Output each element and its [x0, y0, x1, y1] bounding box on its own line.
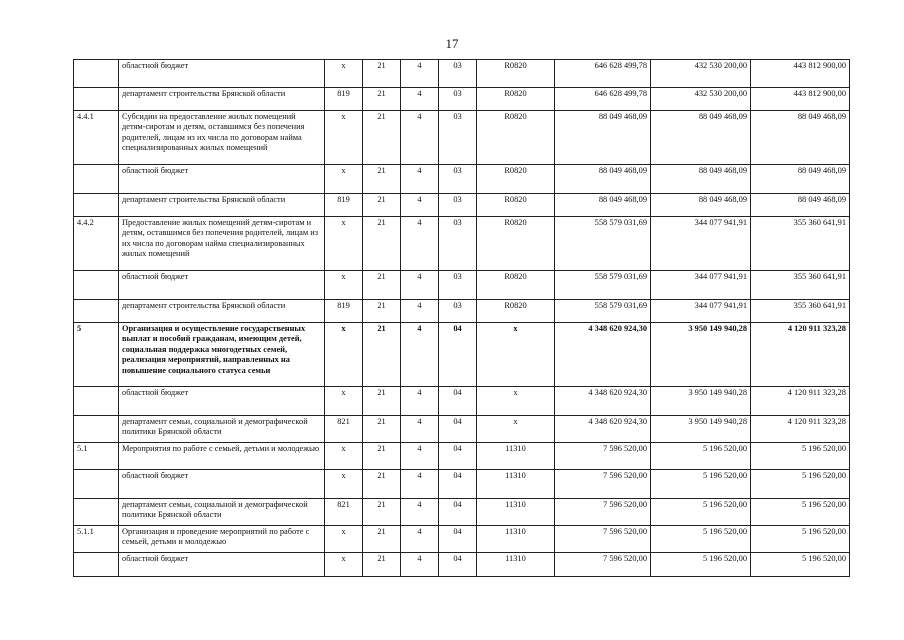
subsection-code: 4 [401, 60, 439, 88]
row-name: областной бюджет [119, 553, 325, 577]
section-code: 21 [363, 553, 401, 577]
amount-year-1: 7 596 520,00 [555, 443, 651, 470]
amount-year-2: 88 049 468,09 [651, 194, 751, 217]
program-code: 03 [439, 111, 477, 165]
section-code: 21 [363, 111, 401, 165]
amount-year-3: 4 120 911 323,28 [751, 387, 850, 416]
program-code: 03 [439, 60, 477, 88]
row-number [74, 194, 119, 217]
amount-year-2: 5 196 520,00 [651, 553, 751, 577]
amount-year-1: 7 596 520,00 [555, 499, 651, 526]
row-name: Предоставление жилых помещений детям-сиротам и детям, оставшимся без попечения родителей, лицам из их числа по договорам найма специализированных жилых помещений [119, 217, 325, 271]
table-row [74, 217, 850, 271]
program-code: 04 [439, 553, 477, 577]
target-code: R0820 [477, 165, 555, 194]
amount-year-3: 5 196 520,00 [751, 553, 850, 577]
amount-year-2: 5 196 520,00 [651, 443, 751, 470]
section-code: 21 [363, 387, 401, 416]
section-code: 21 [363, 300, 401, 323]
table-row [74, 88, 850, 111]
grbs-code: х [325, 60, 363, 88]
table-row [74, 194, 850, 217]
amount-year-3: 355 360 641,91 [751, 300, 850, 323]
target-code: 11310 [477, 499, 555, 526]
target-code: 11310 [477, 526, 555, 553]
amount-year-2: 344 077 941,91 [651, 217, 751, 271]
row-name: департамент строительства Брянской области [119, 194, 325, 217]
amount-year-1: 646 628 499,78 [555, 88, 651, 111]
amount-year-2: 432 530 200,00 [651, 88, 751, 111]
row-number [74, 387, 119, 416]
program-code: 04 [439, 416, 477, 443]
amount-year-3: 88 049 468,09 [751, 165, 850, 194]
amount-year-1: 558 579 031,69 [555, 300, 651, 323]
program-code: 04 [439, 526, 477, 553]
subsection-code: 4 [401, 387, 439, 416]
grbs-code: х [325, 387, 363, 416]
amount-year-1: 646 628 499,78 [555, 60, 651, 88]
table-row [74, 165, 850, 194]
target-code: R0820 [477, 300, 555, 323]
grbs-code: 821 [325, 499, 363, 526]
subsection-code: 4 [401, 553, 439, 577]
program-code: 03 [439, 271, 477, 300]
row-name: департамент строительства Брянской области [119, 300, 325, 323]
grbs-code: 819 [325, 88, 363, 111]
grbs-code: х [325, 111, 363, 165]
amount-year-2: 432 530 200,00 [651, 60, 751, 88]
subsection-code: 4 [401, 165, 439, 194]
amount-year-1: 4 348 620 924,30 [555, 387, 651, 416]
subsection-code: 4 [401, 111, 439, 165]
target-code: 11310 [477, 553, 555, 577]
amount-year-3: 88 049 468,09 [751, 194, 850, 217]
target-code: х [477, 416, 555, 443]
amount-year-3: 443 812 900,00 [751, 88, 850, 111]
row-number [74, 165, 119, 194]
amount-year-3: 5 196 520,00 [751, 499, 850, 526]
amount-year-3: 443 812 900,00 [751, 60, 850, 88]
row-name: областной бюджет [119, 271, 325, 300]
amount-year-3: 4 120 911 323,28 [751, 416, 850, 443]
grbs-code: х [325, 470, 363, 499]
amount-year-2: 5 196 520,00 [651, 499, 751, 526]
table-row [74, 111, 850, 165]
amount-year-1: 558 579 031,69 [555, 217, 651, 271]
row-name: Мероприятия по работе с семьей, детьми и молодежью [119, 443, 325, 470]
row-name: областной бюджет [119, 470, 325, 499]
program-code: 04 [439, 443, 477, 470]
program-code: 03 [439, 300, 477, 323]
amount-year-2: 88 049 468,09 [651, 111, 751, 165]
subsection-code: 4 [401, 88, 439, 111]
subsection-code: 4 [401, 300, 439, 323]
amount-year-2: 344 077 941,91 [651, 271, 751, 300]
row-number [74, 416, 119, 443]
row-number: 5 [74, 323, 119, 387]
program-code: 03 [439, 217, 477, 271]
program-code: 04 [439, 323, 477, 387]
section-code: 21 [363, 271, 401, 300]
program-code: 04 [439, 387, 477, 416]
program-code: 03 [439, 194, 477, 217]
subsection-code: 4 [401, 217, 439, 271]
row-name: областной бюджет [119, 387, 325, 416]
table-row [74, 553, 850, 577]
row-name: Организация и проведение мероприятий по работе с семьей, детьми и молодежью [119, 526, 325, 553]
amount-year-1: 558 579 031,69 [555, 271, 651, 300]
target-code: 11310 [477, 443, 555, 470]
amount-year-2: 344 077 941,91 [651, 300, 751, 323]
target-code: R0820 [477, 60, 555, 88]
subsection-code: 4 [401, 526, 439, 553]
grbs-code: х [325, 217, 363, 271]
subsection-code: 4 [401, 470, 439, 499]
row-number: 5.1.1 [74, 526, 119, 553]
table-row [74, 526, 850, 553]
table-row [74, 416, 850, 443]
row-number [74, 271, 119, 300]
row-name: областной бюджет [119, 60, 325, 88]
grbs-code: х [325, 165, 363, 194]
grbs-code: х [325, 271, 363, 300]
grbs-code: х [325, 443, 363, 470]
table-row [74, 271, 850, 300]
program-code: 03 [439, 165, 477, 194]
grbs-code: 821 [325, 416, 363, 443]
row-number [74, 300, 119, 323]
table-row [74, 300, 850, 323]
row-number [74, 88, 119, 111]
target-code: х [477, 323, 555, 387]
grbs-code: х [325, 553, 363, 577]
target-code: 11310 [477, 470, 555, 499]
amount-year-2: 3 950 149 940,28 [651, 416, 751, 443]
section-code: 21 [363, 217, 401, 271]
amount-year-3: 88 049 468,09 [751, 111, 850, 165]
subsection-code: 4 [401, 271, 439, 300]
section-code: 21 [363, 443, 401, 470]
program-code: 04 [439, 499, 477, 526]
section-code: 21 [363, 60, 401, 88]
section-code: 21 [363, 470, 401, 499]
row-number: 4.4.2 [74, 217, 119, 271]
amount-year-2: 88 049 468,09 [651, 165, 751, 194]
subsection-code: 4 [401, 499, 439, 526]
row-name: департамент семьи, социальной и демографической политики Брянской области [119, 499, 325, 526]
row-name: департамент строительства Брянской области [119, 88, 325, 111]
table-row [74, 443, 850, 470]
subsection-code: 4 [401, 443, 439, 470]
section-code: 21 [363, 499, 401, 526]
amount-year-2: 5 196 520,00 [651, 470, 751, 499]
amount-year-3: 355 360 641,91 [751, 271, 850, 300]
amount-year-3: 355 360 641,91 [751, 217, 850, 271]
amount-year-1: 88 049 468,09 [555, 111, 651, 165]
grbs-code: х [325, 323, 363, 387]
amount-year-2: 3 950 149 940,28 [651, 387, 751, 416]
table-body [74, 60, 850, 577]
amount-year-1: 7 596 520,00 [555, 553, 651, 577]
target-code: R0820 [477, 217, 555, 271]
row-name: областной бюджет [119, 165, 325, 194]
row-name: Субсидии на предоставление жилых помещений детям-сиротам и детям, оставшимся без попечения родителей, лицам из их числа по договорам найма специализированных жилых помещений [119, 111, 325, 165]
target-code: R0820 [477, 271, 555, 300]
row-number: 5.1 [74, 443, 119, 470]
amount-year-2: 5 196 520,00 [651, 526, 751, 553]
section-code: 21 [363, 165, 401, 194]
amount-year-3: 5 196 520,00 [751, 470, 850, 499]
subsection-code: 4 [401, 416, 439, 443]
section-code: 21 [363, 416, 401, 443]
grbs-code: 819 [325, 300, 363, 323]
amount-year-1: 88 049 468,09 [555, 194, 651, 217]
program-code: 03 [439, 88, 477, 111]
table-row [74, 323, 850, 387]
row-number [74, 553, 119, 577]
budget-table [73, 59, 850, 577]
row-number [74, 499, 119, 526]
amount-year-1: 88 049 468,09 [555, 165, 651, 194]
program-code: 04 [439, 470, 477, 499]
table-row [74, 470, 850, 499]
amount-year-1: 4 348 620 924,30 [555, 323, 651, 387]
section-code: 21 [363, 323, 401, 387]
amount-year-2: 3 950 149 940,28 [651, 323, 751, 387]
amount-year-1: 7 596 520,00 [555, 470, 651, 499]
subsection-code: 4 [401, 323, 439, 387]
page-number: 17 [445, 36, 459, 51]
table-row [74, 60, 850, 88]
row-number: 4.4.1 [74, 111, 119, 165]
table-row [74, 499, 850, 526]
target-code: R0820 [477, 111, 555, 165]
amount-year-1: 7 596 520,00 [555, 526, 651, 553]
target-code: х [477, 387, 555, 416]
grbs-code: х [325, 526, 363, 553]
section-code: 21 [363, 88, 401, 111]
amount-year-3: 5 196 520,00 [751, 526, 850, 553]
amount-year-3: 4 120 911 323,28 [751, 323, 850, 387]
subsection-code: 4 [401, 194, 439, 217]
row-number [74, 470, 119, 499]
amount-year-1: 4 348 620 924,30 [555, 416, 651, 443]
row-name: Организация и осуществление государственных выплат и пособий гражданам, имеющим детей, социальная поддержка многодетных семей, реализация мероприятий, направленных на повышение социального статуса семьи [119, 323, 325, 387]
row-name: департамент семьи, социальной и демографической политики Брянской области [119, 416, 325, 443]
section-code: 21 [363, 194, 401, 217]
table-row [74, 387, 850, 416]
target-code: R0820 [477, 194, 555, 217]
row-number [74, 60, 119, 88]
grbs-code: 819 [325, 194, 363, 217]
amount-year-3: 5 196 520,00 [751, 443, 850, 470]
target-code: R0820 [477, 88, 555, 111]
section-code: 21 [363, 526, 401, 553]
